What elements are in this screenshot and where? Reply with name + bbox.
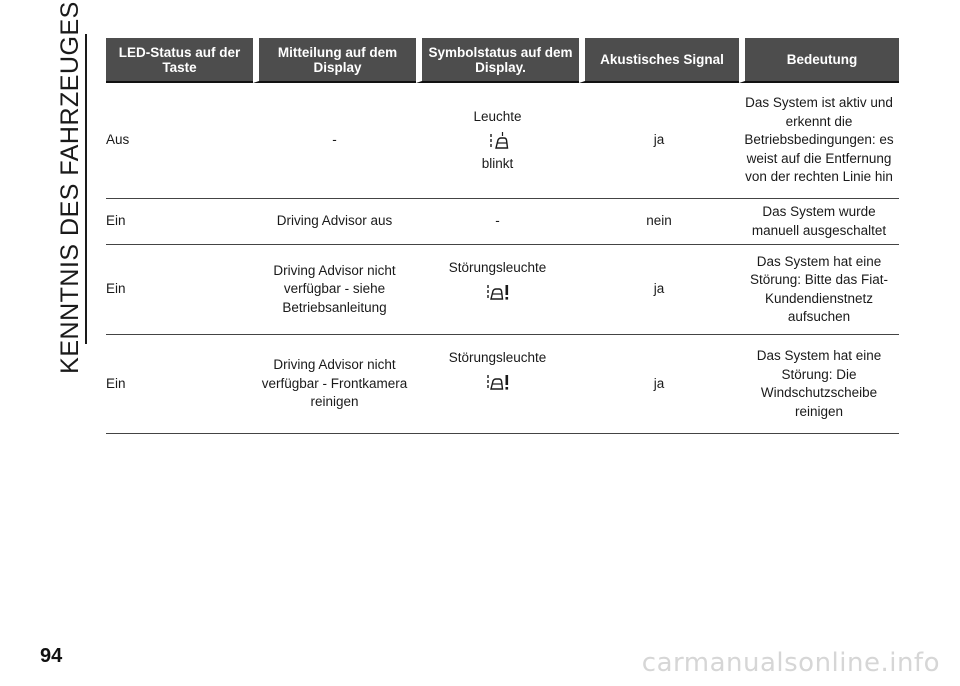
table-row xyxy=(106,83,899,199)
header-meaning: Bedeutung xyxy=(739,38,899,83)
symbol-status-label: Leuchte xyxy=(473,109,522,124)
header-acoustic-signal: Akustisches Signal xyxy=(579,38,739,83)
side-divider xyxy=(85,34,87,344)
led-status-cell: Aus xyxy=(106,83,253,199)
table-row xyxy=(106,245,899,335)
acoustic-signal-cell: nein xyxy=(579,199,739,245)
acoustic-signal-cell: ja xyxy=(579,83,739,199)
led-status-cell: Ein xyxy=(106,245,253,335)
acoustic-signal-cell: ja xyxy=(579,335,739,434)
symbol-status-blink: blinkt xyxy=(481,155,514,171)
side-section-title xyxy=(52,0,88,374)
meaning-cell: Das System ist aktiv und erkennt die Betriebsbedingungen: es weist auf die Entfernung von der rechten Linie hin xyxy=(739,83,899,199)
lane-departure-fault-icon xyxy=(485,282,511,302)
table-row xyxy=(106,335,899,434)
acoustic-signal-cell: ja xyxy=(579,245,739,335)
symbol-status-cell xyxy=(416,245,579,335)
display-message-cell: Driving Advisor aus xyxy=(253,199,416,245)
display-message-cell: Driving Advisor nicht verfügbar - Frontkamera reinigen xyxy=(253,335,416,434)
meaning-cell: Das System hat eine Störung: Die Windschutzscheibe reinigen xyxy=(739,335,899,434)
led-status-cell: Ein xyxy=(106,335,253,434)
symbol-status-cell xyxy=(416,335,579,434)
table-header-row xyxy=(106,38,899,83)
symbol-status-cell xyxy=(416,83,579,199)
lane-departure-fault-icon xyxy=(485,372,511,392)
display-message-cell: - xyxy=(253,83,416,199)
symbol-status-label: Störungsleuchte xyxy=(448,350,547,365)
symbol-status-cell: - xyxy=(416,199,579,245)
display-message-cell: Driving Advisor nicht verfügbar - siehe Betriebsanleitung xyxy=(253,245,416,335)
header-led-status: LED-Status auf der Taste xyxy=(106,38,253,83)
watermark: carmanualsonline.info xyxy=(641,648,940,678)
header-display-message: Mitteilung auf dem Display xyxy=(253,38,416,83)
meaning-cell: Das System wurde manuell ausgeschaltet xyxy=(739,199,899,245)
symbol-status-label: Störungsleuchte xyxy=(448,260,547,275)
page-number: 94 xyxy=(40,645,63,667)
header-symbol-status: Symbolstatus auf dem Display. xyxy=(416,38,579,83)
meaning-cell: Das System hat eine Störung: Bitte das Fiat-Kundendienstnetz aufsuchen xyxy=(739,245,899,335)
table-row xyxy=(106,199,899,245)
section-title-text: KENNTNIS DES FAHRZEUGES xyxy=(55,0,84,374)
lane-departure-icon xyxy=(485,131,511,151)
led-status-cell: Ein xyxy=(106,199,253,245)
led-status-table xyxy=(106,38,899,434)
